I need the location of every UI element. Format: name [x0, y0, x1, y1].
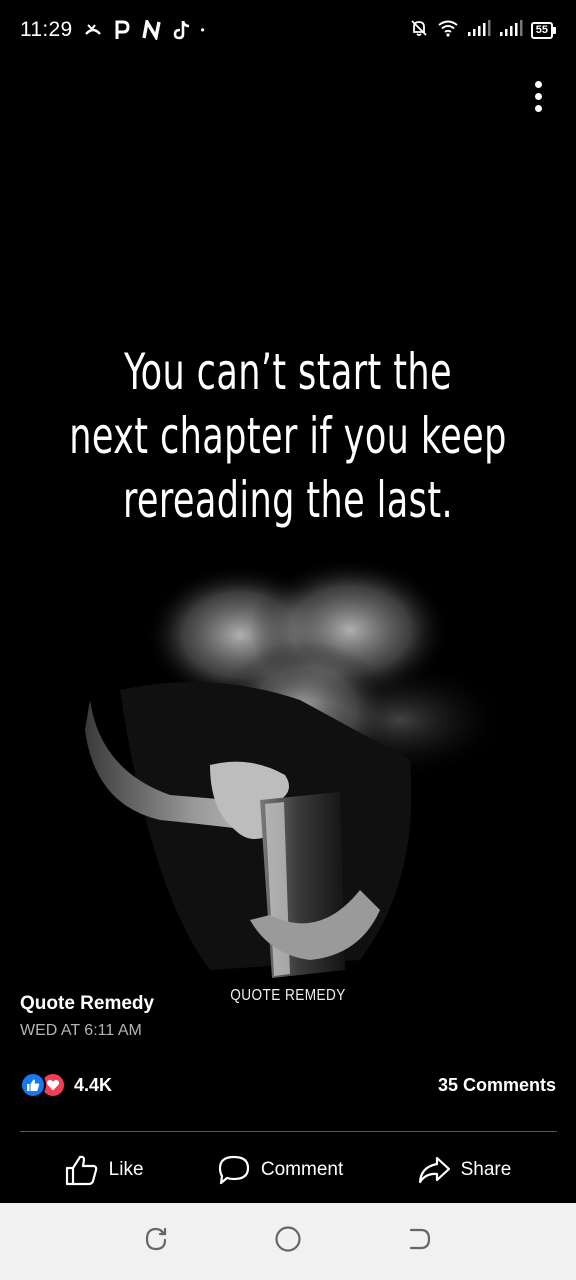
news-app-icon: [141, 20, 163, 40]
share-label: Share: [460, 1159, 512, 1180]
missed-call-icon: [83, 20, 103, 40]
navigation-bar: [0, 1203, 576, 1280]
signal-icon-1: [467, 19, 491, 42]
comment-button[interactable]: [217, 1154, 343, 1186]
reaction-count: 4.4K: [74, 1074, 113, 1095]
signal-icon-2: [499, 19, 523, 42]
battery-icon: [531, 22, 556, 39]
share-arrow-icon: [417, 1154, 451, 1186]
home-circle-icon: [274, 1225, 302, 1258]
speech-bubble-icon: [217, 1154, 251, 1186]
status-left: [20, 18, 205, 42]
like-label: Like: [108, 1159, 144, 1180]
wifi-icon: [437, 19, 459, 42]
reactions-summary[interactable]: [20, 1072, 112, 1098]
like-button[interactable]: [65, 1154, 144, 1186]
home-button[interactable]: [268, 1222, 308, 1262]
battery-level: 55: [531, 22, 553, 39]
notification-dot: •: [200, 23, 205, 37]
bell-muted-icon: [409, 18, 429, 43]
author-name[interactable]: Quote Remedy: [20, 993, 155, 1014]
back-button[interactable]: [400, 1222, 440, 1262]
book-heart-artwork: [60, 560, 540, 990]
divider: [20, 1131, 557, 1132]
recent-apps-icon: [143, 1226, 169, 1257]
tiktok-icon: [173, 19, 191, 41]
action-bar: [0, 1142, 576, 1198]
back-icon: [407, 1226, 433, 1257]
pinterest-icon: [113, 20, 131, 40]
like-reaction-icon: [20, 1072, 46, 1098]
status-right: [409, 18, 556, 43]
watermark: QUOTE REMEDY: [230, 987, 346, 1004]
post-time: WED AT 6:11 AM: [20, 1022, 142, 1039]
status-bar: [0, 0, 576, 60]
comment-label: Comment: [260, 1159, 344, 1180]
recent-apps-button[interactable]: [136, 1222, 176, 1262]
quote-text: You can’t start the next chapter if you keep rereading the last.: [69, 343, 507, 529]
thumbs-up-icon: [65, 1154, 99, 1186]
status-time: 11:29: [20, 18, 73, 41]
share-button[interactable]: [417, 1154, 512, 1186]
comment-count[interactable]: 35 Comments: [437, 1075, 556, 1095]
